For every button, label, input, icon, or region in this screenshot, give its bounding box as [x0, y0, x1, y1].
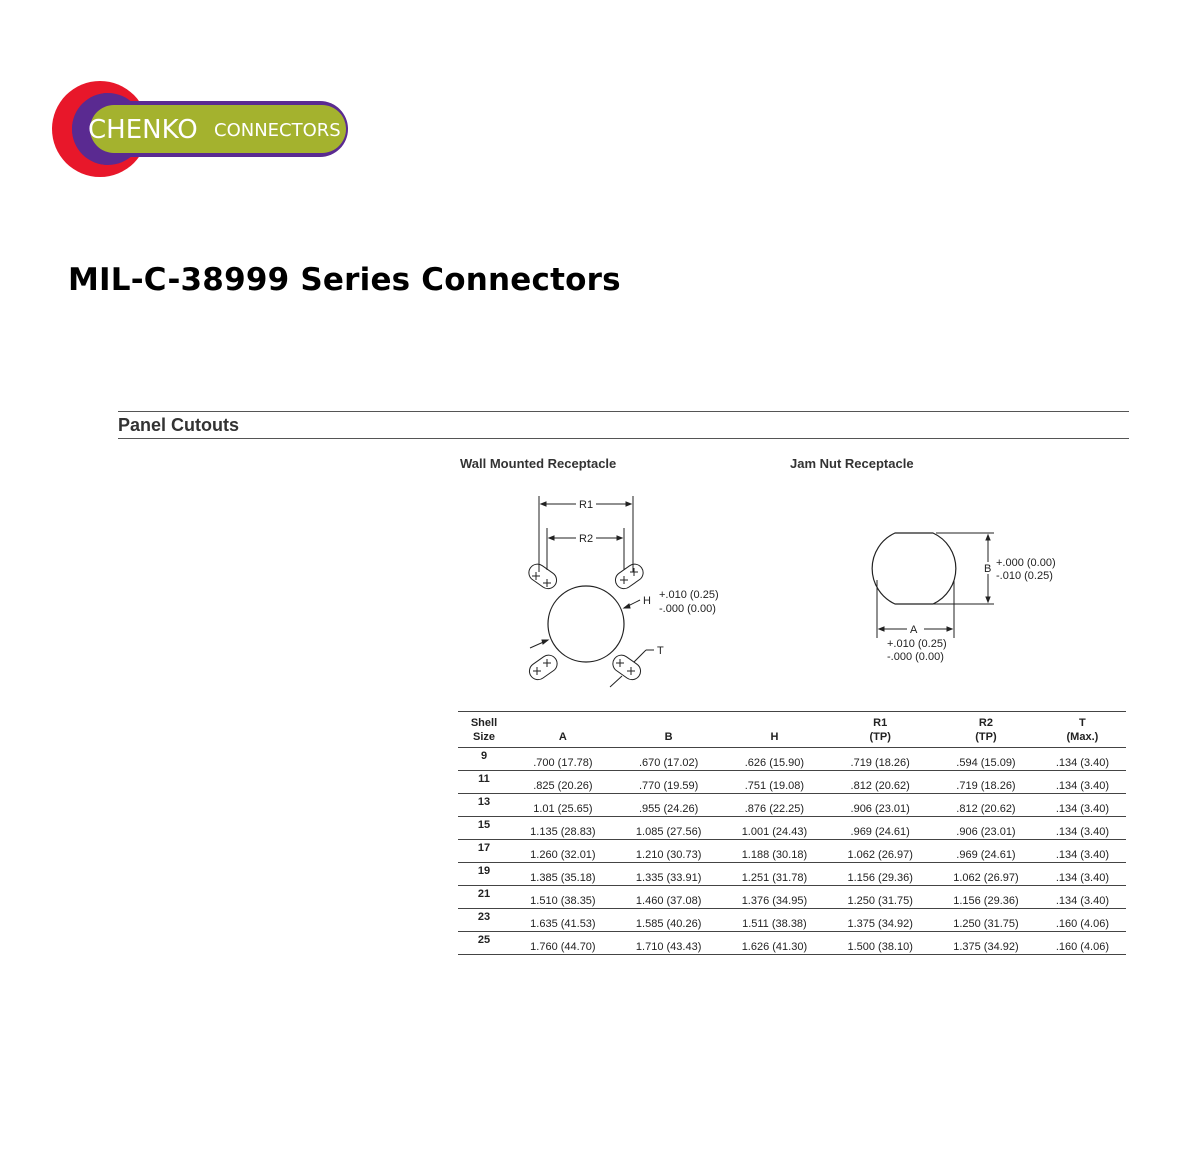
table-row: 15 1.135 (28.83) 1.085 (27.56) 1.001 (24.43) .969 (24.61) .906 (23.01) .134 (3.40) — [458, 817, 1126, 840]
h-label: H — [643, 595, 651, 607]
col-shell-size: Shell Size — [470, 717, 498, 743]
section-rule-top — [118, 411, 1129, 412]
a-label: A — [910, 624, 918, 636]
table-row: 21 1.510 (38.35) 1.460 (37.08) 1.376 (34.95) 1.250 (31.75) 1.156 (29.36) .134 (3.40) — [458, 886, 1126, 909]
wall-receptacle-drawing — [500, 480, 760, 695]
col-h: H — [770, 731, 779, 743]
r2-label: R2 — [579, 533, 594, 545]
wall-tol-minus: -.000 (0.00) — [659, 603, 716, 615]
b-label: B — [984, 563, 992, 575]
logo-suffix-text: CONNECTORS — [214, 120, 341, 141]
table-row: 17 1.260 (32.01) 1.210 (30.73) 1.188 (30.18) 1.062 (26.97) .969 (24.61) .134 (3.40) — [458, 840, 1126, 863]
mount-slot-bottom-left — [526, 652, 560, 683]
dimensions-table — [458, 711, 1126, 955]
table-row: 19 1.385 (35.18) 1.335 (33.91) 1.251 (31.78) 1.156 (29.36) 1.062 (26.97) .134 (3.40) — [458, 863, 1126, 886]
col-r2: R2 (TP) — [975, 717, 997, 743]
logo-brand-text: CHENKO — [88, 115, 198, 145]
b-tol-minus: -.010 (0.25) — [996, 570, 1053, 582]
r1-label: R1 — [579, 499, 594, 511]
wall-tol-plus: +.010 (0.25) — [659, 589, 719, 601]
jam-receptacle-caption: Jam Nut Receptacle — [790, 456, 914, 471]
table-row: 25 1.760 (44.70) 1.710 (43.43) 1.626 (41.30) 1.500 (38.10) 1.375 (34.92) .160 (4.06) — [458, 932, 1126, 955]
page-title: MIL-C-38999 Series Connectors — [68, 262, 621, 298]
a-tol-plus: +.010 (0.25) — [887, 638, 947, 650]
table-row: 11 .825 (20.26) .770 (19.59) .751 (19.08) .812 (20.62) .719 (18.26) .134 (3.40) — [458, 771, 1126, 794]
mount-slot-top-left — [526, 561, 560, 592]
table-row: 9 .700 (17.78) .670 (17.02) .626 (15.90) .719 (18.26) .594 (15.09) .134 (3.40) — [458, 748, 1126, 771]
a-tol-minus: -.000 (0.00) — [887, 651, 944, 663]
t-label: T — [657, 645, 664, 657]
company-logo — [48, 78, 358, 180]
col-r1: R1 (TP) — [869, 717, 891, 743]
table-row: 23 1.635 (41.53) 1.585 (40.26) 1.511 (38.38) 1.375 (34.92) 1.250 (31.75) .160 (4.06) — [458, 909, 1126, 932]
table-header-row — [458, 712, 1126, 748]
jam-receptacle-drawing — [860, 520, 1080, 670]
col-b: B — [664, 731, 673, 743]
wall-receptacle-caption: Wall Mounted Receptacle — [460, 456, 617, 471]
mount-slot-bottom-right — [610, 652, 644, 683]
table-row: 13 1.01 (25.65) .955 (24.26) .876 (22.25) .906 (23.01) .812 (20.62) .134 (3.40) — [458, 794, 1126, 817]
section-rule-bottom — [118, 438, 1129, 439]
col-t: T (Max.) — [1066, 717, 1099, 743]
section-title: Panel Cutouts — [118, 415, 240, 435]
col-a: A — [558, 731, 567, 743]
b-tol-plus: +.000 (0.00) — [996, 557, 1056, 569]
mount-slot-top-right — [612, 561, 646, 592]
